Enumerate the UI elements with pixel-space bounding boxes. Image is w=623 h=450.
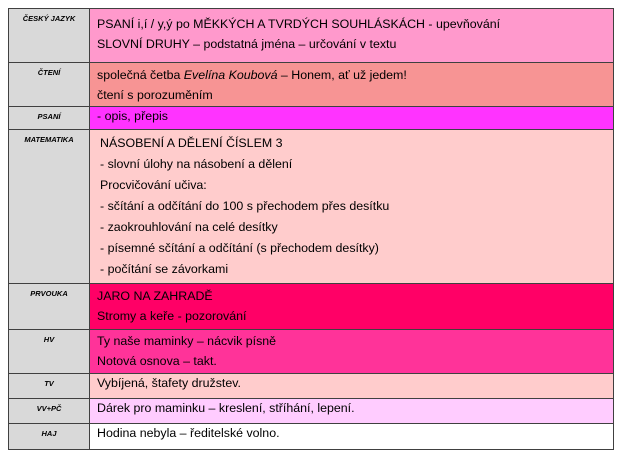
subject-cell	[9, 63, 90, 107]
subject-cell	[9, 284, 90, 330]
subject-label: ČESKÝ JAZYK	[22, 14, 76, 23]
subject-label: HAJ	[41, 429, 57, 438]
subject-label: PSANÍ	[37, 112, 61, 121]
content-line: PSANÍ i,í / y,ý po MĚKKÝCH A TVRDÝCH SOUHLÁSKÁCH - upevňování	[97, 17, 501, 31]
subject-cell	[9, 107, 90, 130]
content-line: čtení s porozuměním	[97, 88, 213, 102]
row-prvouka	[9, 284, 614, 330]
row-psani	[9, 107, 614, 130]
row-vv-pc	[9, 399, 614, 424]
content-line: NÁSOBENÍ A DĚLENÍ ČÍSLEM 3	[100, 136, 283, 150]
subject-cell	[9, 424, 90, 450]
content-cell	[90, 130, 614, 284]
subject-label: PRVOUKA	[30, 289, 68, 298]
content-cell	[90, 399, 614, 424]
content-cell	[90, 284, 614, 330]
subject-label: TV	[44, 379, 54, 388]
row-matematika	[9, 130, 614, 284]
row-cesky-jazyk	[9, 9, 614, 63]
weekly-plan-table	[8, 8, 614, 450]
subject-label: MATEMATIKA	[24, 135, 74, 144]
content-line: - zaokrouhlování na celé desítky	[100, 220, 278, 234]
subject-cell	[9, 9, 90, 63]
content-line: Dárek pro maminku – kreslení, stříhání, lepení.	[97, 401, 355, 415]
content-line: Vybíjená, štafety družstev.	[97, 376, 241, 390]
subject-cell	[9, 374, 90, 399]
content-cell	[90, 374, 614, 399]
content-line: Stromy a keře - pozorování	[97, 309, 247, 323]
content-cell	[90, 9, 614, 63]
content-line: - opis, přepis	[97, 109, 168, 123]
subject-cell	[9, 399, 90, 424]
subject-label: VV+PČ	[36, 404, 62, 413]
content-line: Ty naše maminky – nácvik písně	[97, 334, 277, 348]
subject-cell	[9, 130, 90, 284]
content-line: - písemné sčítání a odčítání (s přechodem desítky)	[100, 241, 379, 255]
content-line: - počítání se závorkami	[100, 262, 229, 276]
row-tv	[9, 374, 614, 399]
row-haj	[9, 424, 614, 450]
content-line: Notová osnova – takt.	[97, 354, 217, 368]
content-cell	[90, 107, 614, 130]
row-hv	[9, 330, 614, 374]
content-cell	[90, 424, 614, 450]
content-line	[90, 65, 613, 85]
content-cell	[90, 63, 614, 107]
subject-label: HV	[43, 335, 55, 344]
content-line: - sčítání a odčítání do 100 s přechodem přes desítku	[100, 199, 390, 213]
content-line: - slovní úlohy na násobení a dělení	[100, 157, 293, 171]
book-author: Evelína Koubová	[183, 68, 278, 82]
content-line: SLOVNÍ DRUHY – podstatná jména – určování v textu	[97, 37, 397, 51]
subject-cell	[9, 330, 90, 374]
content-cell	[90, 330, 614, 374]
row-cteni	[9, 63, 614, 107]
content-line: Procvičování učiva:	[100, 178, 207, 192]
subject-label: ČTENÍ	[37, 68, 61, 77]
text-plain: – Honem, ať už jedem!	[277, 68, 407, 82]
content-line: Hodina nebyla – ředitelské volno.	[97, 426, 280, 440]
text-plain: společná četba	[97, 68, 184, 82]
content-line: JARO NA ZAHRADĚ	[97, 289, 213, 303]
